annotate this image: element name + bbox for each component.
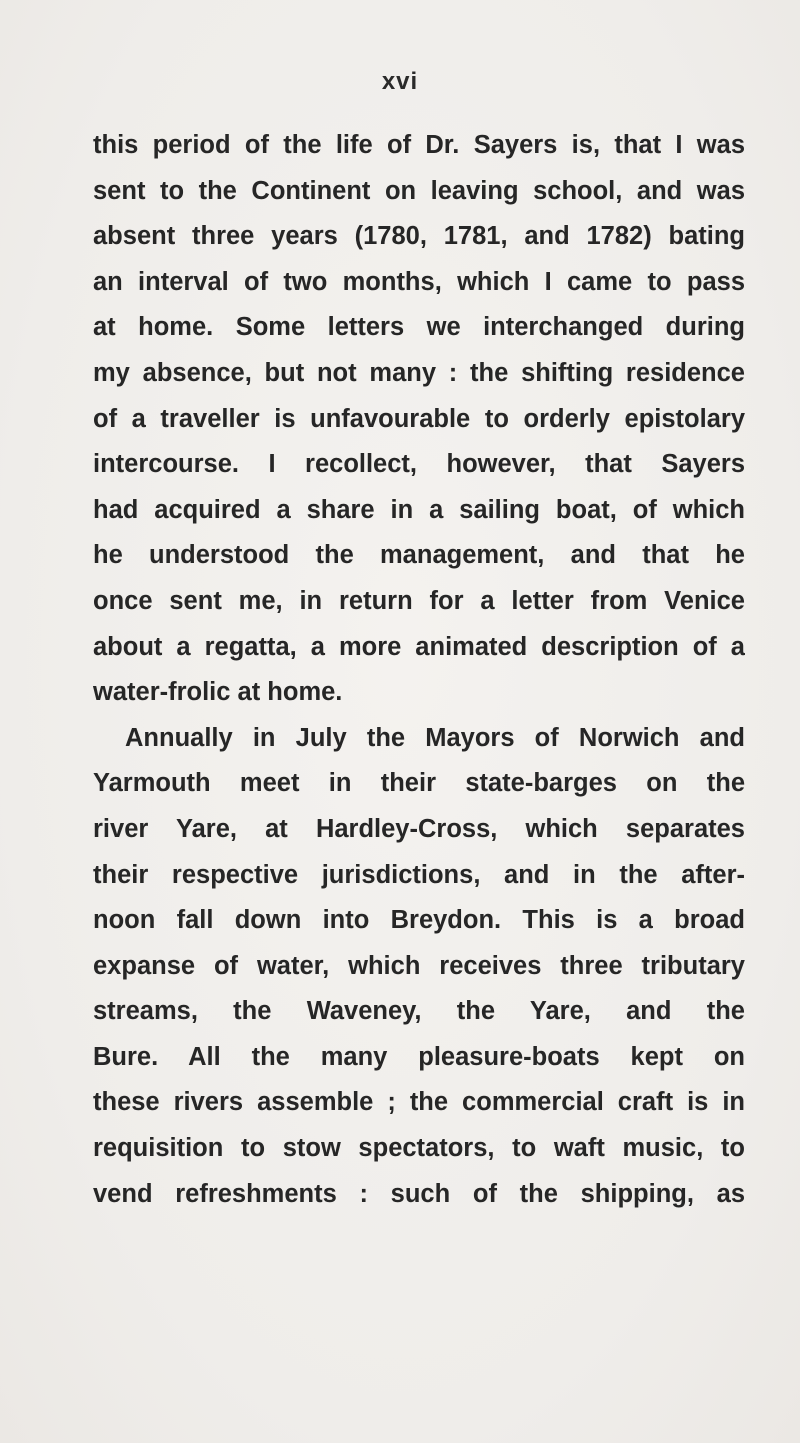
text-line: noon fall down into Breydon. This is a broad (93, 906, 745, 935)
text-line: their respective jurisdictions, and in the after- (93, 860, 745, 889)
text-line: Yarmouth meet in their state-barges on the (93, 769, 745, 798)
text-line: vend refreshments : such of the shipping, as (93, 1179, 745, 1208)
text-line: once sent me, in return for a letter from Venice (93, 586, 745, 615)
text-line: intercourse. I recollect, however, that Sayers (93, 450, 745, 479)
text-line: expanse of water, which receives three tributary (93, 951, 745, 980)
text-line: this period of the life of Dr. Sayers is, that I was (93, 131, 745, 159)
paragraph-start-line: Annually in July the Mayors of Norwich and (125, 723, 745, 752)
text-line: river Yare, at Hardley-Cross, which separates (93, 814, 745, 843)
text-line: streams, the Waveney, the Yare, and the (93, 997, 745, 1026)
paragraph-end-line: water-frolic at home. (93, 678, 343, 707)
page-number: xvi (381, 68, 419, 95)
text-line: requisition to stow spectators, to waft music, to (93, 1134, 745, 1163)
text-line: absent three years (1780, 1781, and 1782) bating (93, 222, 745, 251)
text-line: he understood the management, and that he (93, 541, 745, 570)
text-line: about a regatta, a more animated description of a (93, 632, 745, 661)
text-line: sent to the Continent on leaving school, and was (93, 176, 745, 205)
body-text (93, 123, 745, 1217)
text-line: of a traveller is unfavourable to orderly epistolary (93, 404, 745, 433)
text-line: these rivers assemble ; the commercial craft is in (93, 1088, 745, 1117)
text-line: an interval of two months, which I came to pass (93, 267, 745, 296)
text-line: had acquired a share in a sailing boat, of which (93, 495, 745, 524)
text-line: my absence, but not many : the shifting residence (93, 358, 745, 387)
text-line: Bure. All the many pleasure-boats kept on (93, 1042, 745, 1071)
text-line: at home. Some letters we interchanged during (93, 313, 745, 342)
